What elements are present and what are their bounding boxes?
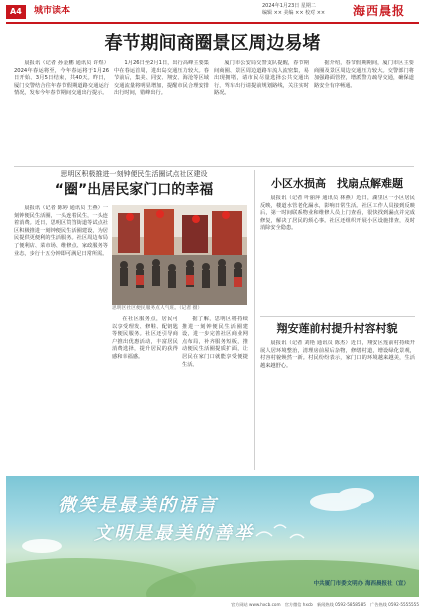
header-rule: [6, 22, 419, 24]
section-name: 城市读本: [34, 6, 71, 16]
issue-date: 2024年1月23日 星期二: [262, 3, 316, 9]
paragraph: 在社区服务点，居民可以享受理发、修鞋、配钥匙等便民服务。社区还引导商户推出优惠活动，丰富居民消费选择，提升居民的获得感和幸福感。: [112, 316, 178, 360]
paragraph: 据了解，思明区将持续推进一刻钟便民生活圈建设，进一步完善社区商业网点布局，补齐服务短板，推动便民生活圈提质扩面，让居民在家门口就能享受便捷生活。: [182, 316, 248, 368]
main-headline: 春节期间商圈景区周边易堵: [104, 33, 321, 54]
main-article-column-4: [314, 60, 414, 164]
paragraph: 晨报讯（记者 叶丽萍 通讯员 林燕）近日，湖里区一小区居民反映，楼道水管老化漏水，影响日常生活。社区工作人员接到反映后，第一时间联系物业和维修人员上门查看，很快找到漏点并完成修复，解决了居民的烦心事。社区还组织开展小区设施排查，及时消除安全隐患。: [260, 195, 415, 232]
banner-slogan-line-2: 文明是最美的善举: [94, 523, 254, 544]
newspaper-logo: 海西晨报: [353, 4, 406, 18]
second-article-headline: “圈”出居民家门口的幸福: [54, 182, 214, 198]
side-story-2-body: [260, 340, 415, 470]
side-story-divider: [260, 316, 415, 317]
main-article-column-2: [114, 60, 209, 164]
paragraph: 晨报讯（记者 陈婷 通讯员 王燕）一刻钟便民生活圈，一头连着民生，一头连着消费。近日，思明区筼筜街道等试点社区积极推进一刻钟便民生活圈建设，为居民提供更便利的生活服务。社区周边布局了便利店、菜市场、维修点、家政服务等业态，步行十五分钟即可满足日常所需。: [14, 205, 108, 257]
main-article-column-3: [214, 60, 309, 164]
header-meta: [262, 3, 325, 17]
paragraph: 1月26日至2月1日，出行高峰主要集中在春运首周，进出岛交通压力较大。春节前后，集美、同安、翔安、海沧等区域交通流量将明显增加，提醒市民合理安排出行时间，错峰出行。: [114, 60, 209, 97]
news-photo: [112, 205, 247, 305]
second-article-kicker: 思明区积极推进一刻钟便民生活圈试点社区建设: [60, 170, 208, 178]
second-article-column-1: [14, 205, 108, 470]
page-header: [0, 0, 425, 24]
second-article-column-2: [112, 316, 178, 470]
side-story-1-headline: 小区水损高 找扇点解难题: [271, 177, 403, 190]
page-number-badge: A4: [6, 5, 26, 19]
editor-credits: 编辑 ×× 美编 ×× 校对 ××: [262, 10, 326, 16]
side-story-1-body: [260, 195, 415, 313]
banner-slogan-line-1: 微笑是最美的语言: [58, 495, 218, 516]
paragraph: 厦门市公安局交警支队提醒，春节期间商圈、景区周边道路车流人流密集，易出现拥堵，请市民尽量选择公共交通出行，驾车出行请提前规划路线，关注实时路况。: [214, 60, 309, 97]
banner-credit: 中共厦门市委文明办 海西晨报社（宣）: [313, 581, 409, 587]
paragraph: 晨报讯（记者 刘艳 通讯员 陈杰）近日，翔安区莲前村持续开展人居环境整治，清理房前屋后杂物，修缮村道，增设绿化景观，村容村貌焕然一新。村民纷纷表示，家门口的环境越来越美，生活越来越舒心。: [260, 340, 415, 369]
side-story-2-headline: 翔安莲前村提升村容村貌: [276, 322, 398, 335]
photo-caption: 思明区社区便民服务点人气旺。（记者 摄）: [112, 306, 203, 311]
paragraph: 据介绍，春节假期期间，厦门市区主要商圈及景区周边交通压力较大。交警部门将加强路面管控，增派警力疏导交通，确保道路安全有序畅通。: [314, 60, 414, 89]
street-scene-illustration: [112, 205, 247, 305]
civility-banner: [6, 476, 419, 597]
section-divider: [14, 166, 414, 167]
page-footer: 官方网站 www.hxcb.com 官方微信 hxcb 新闻热线 0592-5858585 广告热线 0592-5555555: [230, 602, 419, 607]
paragraph: 晨报讯（记者 孙金鹏 通讯员 许煜）2024年春运将至，今年春运将于1月26日开始、3月5日结束，共40天。昨日，厦门交警结合往年春节假期道路交通运行情况，发布今年春节期间交通出行提示。: [14, 60, 109, 97]
second-article-column-3: [182, 316, 248, 470]
main-article-column-1: [14, 60, 109, 164]
column-divider: [254, 170, 255, 470]
